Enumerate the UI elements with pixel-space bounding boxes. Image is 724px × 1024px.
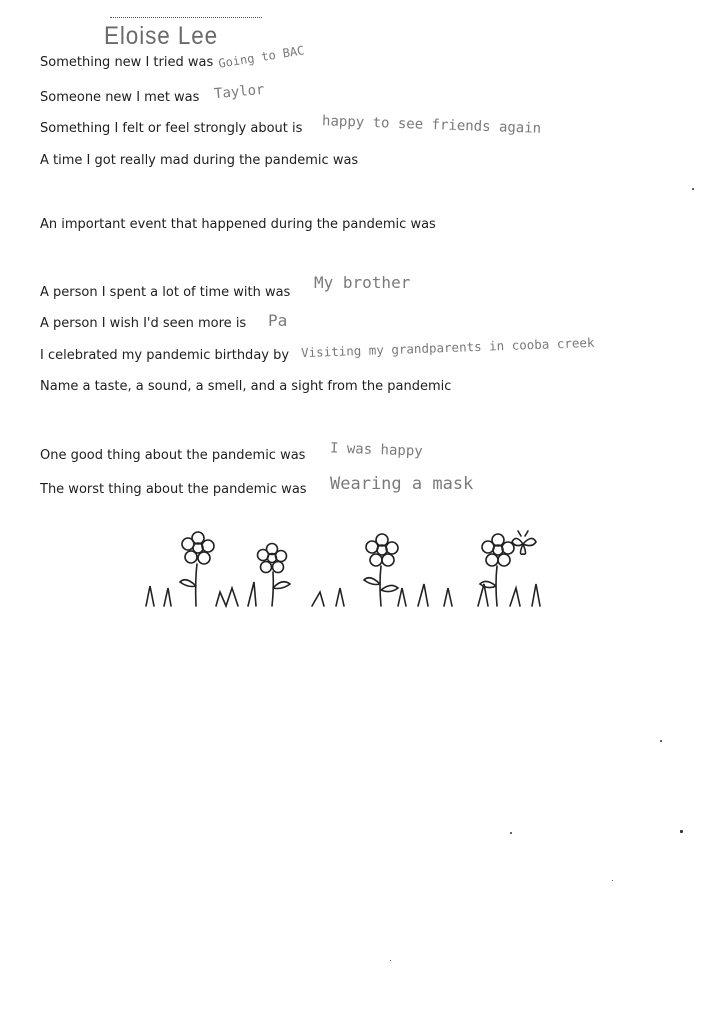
scan-speck [612, 880, 613, 881]
scan-speck [692, 188, 694, 190]
flower-icon [258, 544, 291, 607]
answer-new-tried: Going to BAC [217, 43, 306, 71]
answer-good-thing: I was happy [329, 440, 423, 460]
answer-birthday: Visiting my grandparents in cooba creek [300, 334, 595, 361]
prompt-worst-thing: The worst thing about the pandemic was [40, 482, 307, 497]
flower-icon [180, 532, 214, 606]
prompt-new-met: Someone new I met was [40, 90, 200, 105]
scan-speck [660, 740, 662, 742]
prompt-important-event: An important event that happened during the pandemic was [40, 217, 436, 232]
student-name: Eloise Lee [104, 22, 219, 50]
answer-time-with: My brother [314, 273, 411, 292]
prompt-got-mad: A time I got really mad during the pandemic was [40, 153, 359, 168]
flower-icon [364, 534, 398, 606]
scan-speck [390, 960, 391, 961]
scan-speck [680, 830, 683, 833]
answer-new-met: Taylor [213, 81, 266, 103]
prompt-wish-seen: A person I wish I'd seen more is [40, 316, 247, 331]
prompt-new-tried: Something new I tried was [40, 55, 214, 70]
answer-wish-seen: Pa [268, 311, 288, 330]
prompt-felt-strongly: Something I felt or feel strongly about is [40, 121, 303, 136]
prompt-senses: Name a taste, a sound, a smell, and a sight from the pandemic [40, 379, 452, 394]
flower-border-illustration [140, 526, 550, 610]
answer-felt-strongly: happy to see friends again [321, 113, 542, 137]
prompt-birthday: I celebrated my pandemic birthday by [40, 348, 290, 363]
prompt-good-thing: One good thing about the pandemic was [40, 448, 306, 463]
prompt-time-with: A person I spent a lot of time with was [40, 285, 291, 300]
scan-speck [510, 832, 512, 834]
flower-icon [480, 534, 514, 606]
answer-worst-thing: Wearing a mask [330, 474, 474, 494]
butterfly-icon [512, 531, 536, 554]
name-underline [110, 17, 262, 18]
